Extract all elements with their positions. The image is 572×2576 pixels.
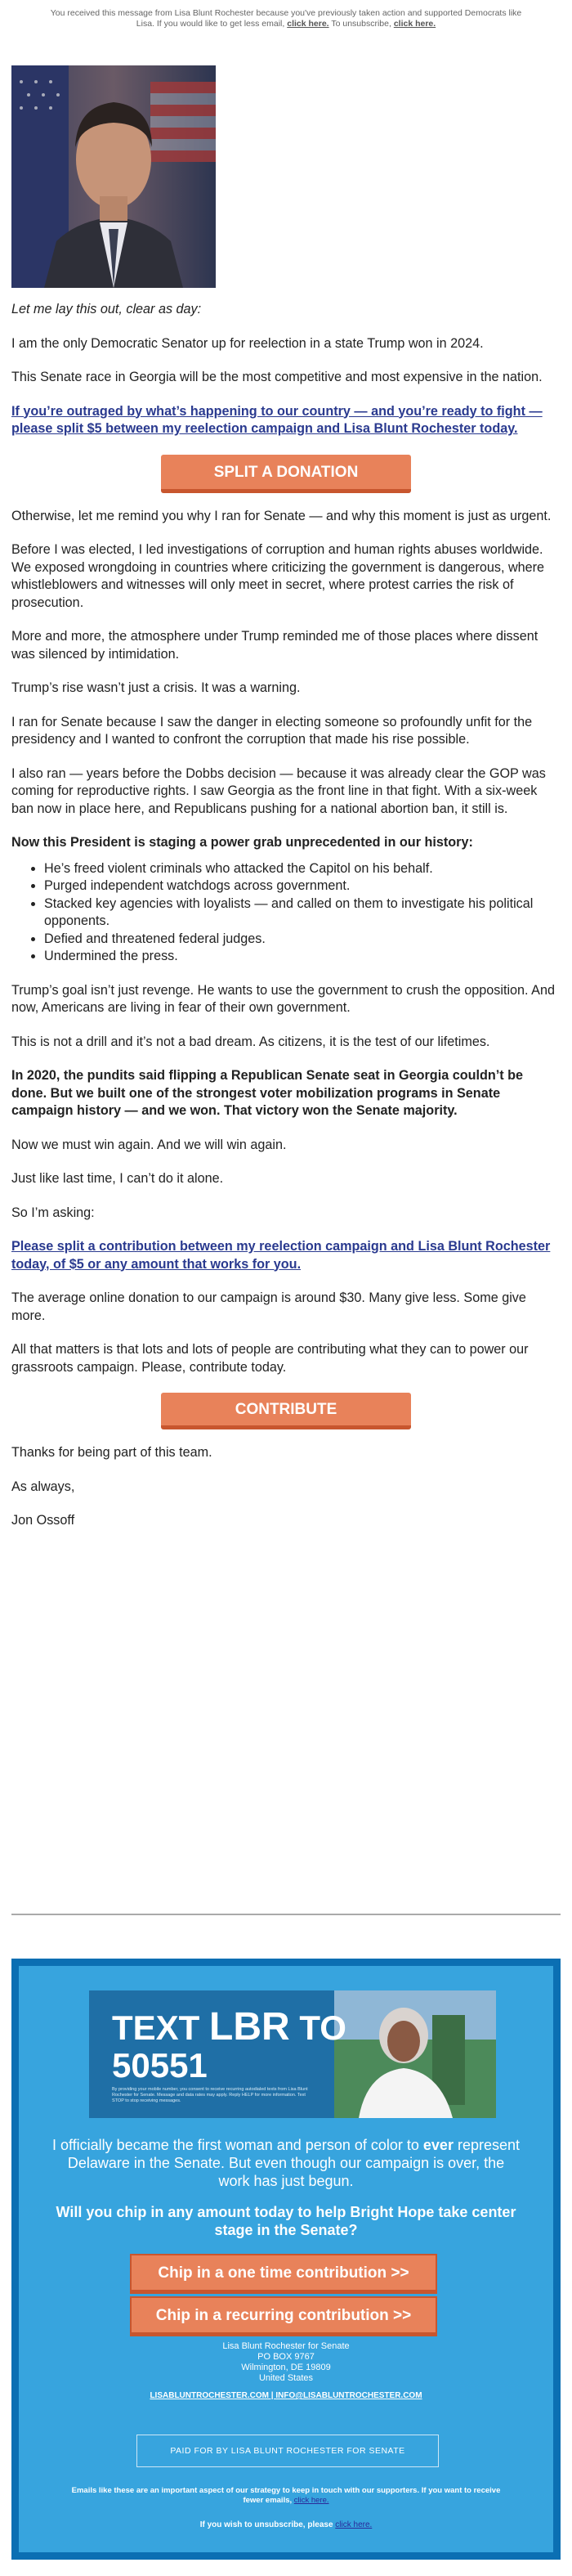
banner-shortcode: 50551 — [112, 2046, 208, 2085]
recurring-contribution-button[interactable]: Chip in a recurring contribution >> — [130, 2296, 437, 2336]
text-signup-banner[interactable] — [89, 1990, 496, 2118]
paragraph-bold: In 2020, the pundits said flipping a Republican Senate seat in Georgia couldn’t be done. But we built one of the strongest voter mobilization programs in Senate campaign history — and we won. That victory won the Senate majority. — [11, 1068, 524, 1118]
list-item: • Undermined the press. — [44, 948, 561, 966]
banner-text — [112, 2005, 346, 2085]
paragraph: Thanks for being part of this team. — [11, 1445, 212, 1460]
list-item: • Stacked key agencies with loyalists — and called on them to investigate his political opponents. — [44, 895, 561, 931]
footer-panel — [19, 1966, 553, 2552]
paragraph: More and more, the atmosphere under Trump reminded me of those places where dissent was silenced by intimidation. — [11, 629, 538, 662]
website-email-links[interactable]: LISABLUNTROCHESTER.COM | INFO@LISABLUNTROCHESTER.COM — [150, 2391, 422, 2400]
list-item: • Defied and threatened federal judges. — [44, 931, 561, 949]
paragraph: I also ran — years before the Dobbs decision — because it was already clear the GOP was coming for reproductive rights. I saw Georgia as the front line in that fight. With a six-week ban now in place here, and Republicans pushing for a national abortion ban, it still is. — [11, 765, 546, 816]
contribute-wrap — [11, 1393, 561, 1429]
preheader-text: You received this message from Lisa Blunt Rochester because you've previously taken action and supported Democrats like Lisa. If you would like to get less email, — [50, 8, 522, 29]
paragraph: Before I was elected, I led investigations of corruption and human rights abuses worldwide. We exposed wrongdoing in countries where criticizing the government is dangerous, where whistleblowers and witnesses will only meet in secret, where protest carries the risk of prosecution. — [11, 542, 545, 610]
divider — [11, 1914, 561, 1915]
paragraph: I ran for Senate because I saw the danger in electing someone so profoundly unfit for the presidency and I wanted to confront the corruption that made his rise possible. — [11, 714, 533, 747]
address-line: Lisa Blunt Rochester for Senate — [222, 2341, 350, 2351]
mailing-address — [19, 2341, 553, 2384]
paragraph: Trump’s rise wasn’t just a crisis. It was a warning. — [11, 680, 301, 695]
footer-unsubscribe-link[interactable]: click here. — [335, 2520, 373, 2529]
paragraph: This is not a drill and it’s not a bad dream. As citizens, it is the test of our lifetimes. — [11, 1034, 490, 1049]
unsubscribe-link[interactable]: click here. — [393, 19, 436, 29]
contribute-button[interactable]: CONTRIBUTE — [161, 1393, 411, 1429]
paragraph: Just like last time, I can’t do it alone. — [11, 1171, 224, 1186]
paragraph: I am the only Democratic Senator up for reelection in a state Trump won in 2024. — [11, 335, 484, 351]
footer-message — [51, 2136, 521, 2190]
signature: Jon Ossoff — [11, 1513, 75, 1528]
address-line: United States — [258, 2373, 314, 2383]
list-item: • Purged independent watchdogs across government. — [44, 877, 561, 895]
paragraph: This Senate race in Georgia will be the most competitive and most expensive in the nation. — [11, 370, 543, 384]
list-item: • He’s freed violent criminals who attacked the Capitol on his behalf. — [44, 860, 561, 878]
banner-keyword: LBR — [209, 2005, 290, 2049]
paragraph: All that matters is that lots and lots of people are contributing what they can to power our grassroots campaign. Please, contribute today. — [11, 1342, 529, 1375]
paragraph: Otherwise, let me remind you why I ran for Senate — and why this moment is just as urgent. — [11, 508, 552, 523]
preheader — [0, 0, 572, 29]
grievance-list — [11, 860, 561, 966]
banner-fine-print: By providing your mobile number, you consent to receive recurring autodialed texts from Lisa Blunt Rochester for Senate. Message and data rates may apply. Reply HELP for more information. Text STOP to stop receiving messages. — [112, 2087, 308, 2103]
split-donation-wrap — [11, 455, 561, 493]
opening-line: Let me lay this out, clear as day: — [11, 302, 202, 316]
fewer-emails-note — [68, 2486, 504, 2506]
footer-message-part: I officially became the first woman and person of color to — [51, 2137, 419, 2153]
one-time-contribution-button[interactable]: Chip in a one time contribution >> — [130, 2254, 437, 2294]
address-line: PO BOX 9767 — [257, 2352, 315, 2362]
less-email-link[interactable]: click here. — [287, 19, 329, 29]
unsubscribe-text: If you wish to unsubscribe, please — [199, 2520, 333, 2529]
address-line: Wilmington, DE 19809 — [241, 2363, 331, 2372]
email-body — [11, 301, 561, 1546]
banner-text-word: TEXT — [112, 2008, 200, 2047]
donate-link-split[interactable]: If you’re outraged by what’s happening to our country — and you’re ready to fight — please split $5 between my reelection campaign and Lisa Blunt Rochester today. — [11, 403, 543, 436]
donate-link-contribution[interactable]: Please split a contribution between my reelection campaign and Lisa Blunt Rochester today, of $5 or any amount that works for you. — [11, 1239, 551, 1272]
paragraph: Trump’s goal isn’t just revenge. He wants to use the government to crush the opposition. And now, Americans are living in fear of their own government. — [11, 982, 555, 1015]
footer-message-part: represent Delaware in the Senate. But even though our campaign is over, the work has just begun. — [67, 2137, 521, 2189]
fewer-emails-text: Emails like these are an important aspect of our strategy to keep in touch with our supporters. If you want to receive fewer emails, — [71, 2486, 501, 2505]
paragraph: Now we must win again. And we will win again. — [11, 1137, 287, 1152]
paragraph: The average online donation to our campaign is around $30. Many give less. Some give more. — [11, 1290, 526, 1323]
unsubscribe-note — [19, 2520, 553, 2529]
footer-message-emphasis: ever — [422, 2137, 454, 2153]
hero-photo — [11, 65, 216, 288]
banner-text-word: TO — [299, 2008, 346, 2047]
paid-for-by-box: PAID FOR BY LISA BLUNT ROCHESTER FOR SENATE — [136, 2435, 439, 2467]
power-grab-heading: Now this President is staging a power grab unprecedented in our history: — [11, 835, 473, 850]
portrait-image — [11, 65, 216, 288]
footer-ask: Will you chip in any amount today to help Bright Hope take center stage in the Senate? — [56, 2204, 516, 2238]
paragraph: As always, — [11, 1479, 75, 1494]
paragraph: So I’m asking: — [11, 1205, 95, 1220]
preheader-mid: To unsubscribe, — [331, 19, 391, 29]
footer-frame — [11, 1959, 561, 2560]
split-donation-button[interactable]: SPLIT A DONATION — [161, 455, 411, 493]
fewer-emails-link[interactable]: click here. — [293, 2496, 329, 2505]
